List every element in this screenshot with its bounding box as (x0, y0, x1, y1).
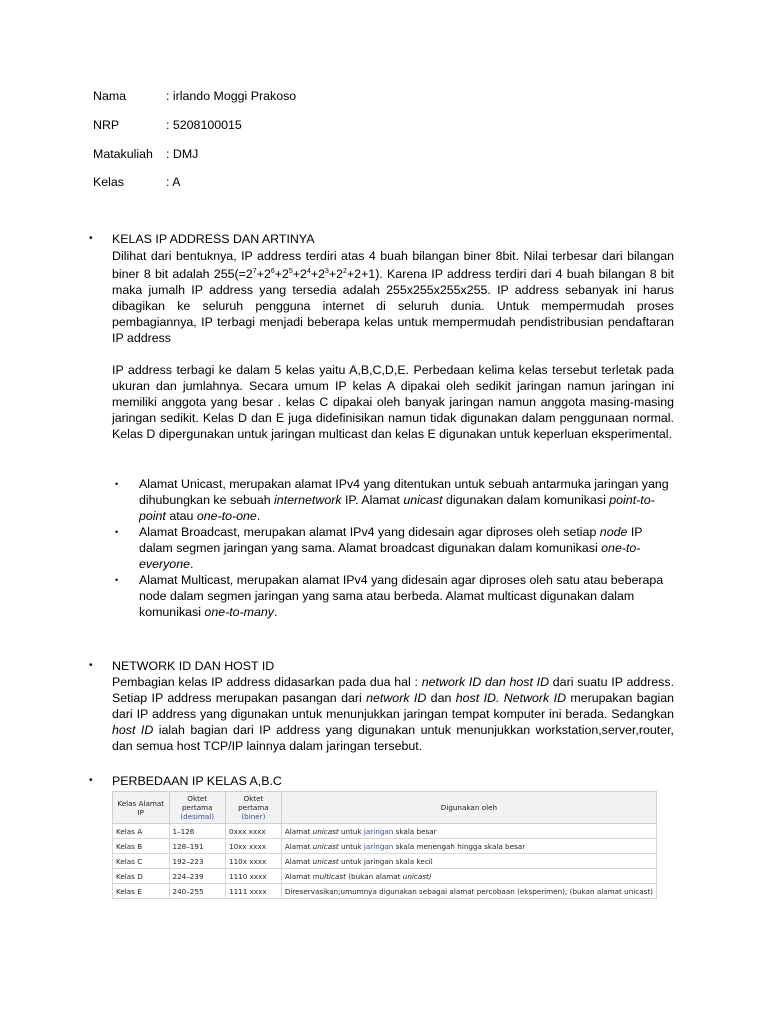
table-row (113, 869, 657, 884)
ip-class-table (112, 791, 657, 899)
bullet-icon: • (115, 575, 119, 585)
table-row (113, 839, 657, 854)
table-cell-biner: 1111 xxxx (226, 884, 282, 899)
paragraph-network-host-id: Pembagian kelas IP address didasarkan pada dua hal : network ID dan host ID dari suatu IP address. Setiap IP address merupakan pasangan dari network ID dan host ID. Network ID merupakan bagian dari IP address yang digunakan untuk menunjukkan jaringan tempat komputer ini berada. Sedangkan host ID ialah bagian dari IP address yang digunakan untuk menunjukkan workstation,server,router, dan semua host TCP/IP lainnya dalam jaringan tersebut. (112, 675, 675, 753)
list-item-unicast: • Alamat Unicast, merupakan alamat IPv4 yang ditentukan untuk sebuah antarmuka jaringan yang dihubungkan ke sebuah internetwork IP. Alamat unicast digunakan dalam komunikasi point-to-point atau one-to-one. (115, 477, 669, 523)
table-row (113, 824, 657, 839)
info-label: NRP (93, 118, 120, 132)
table-cell-usage: Alamat unicast untuk jaringan skala besar (281, 824, 656, 839)
bullet-icon: • (115, 479, 119, 489)
info-value: : 5208100015 (166, 118, 242, 132)
bullet-icon: • (89, 775, 93, 786)
table-cell-kelas: Kelas B (113, 839, 170, 854)
table-cell-kelas: Kelas D (113, 869, 170, 884)
jaringan-link[interactable]: jaringan (363, 841, 394, 851)
address-type-list (112, 476, 672, 620)
table-cell-biner: 110x xxxx (226, 854, 282, 869)
bullet-icon: • (89, 233, 93, 244)
table-cell-usage: Alamat unicast untuk jaringan skala menengah hingga skala besar (281, 839, 656, 854)
info-value: : DMJ (166, 147, 199, 161)
info-value: : A (166, 175, 181, 189)
table-header-biner: Oktet pertama (biner) (226, 792, 282, 824)
bullet-icon: • (89, 660, 93, 671)
table-cell-biner: 1110 xxxx (226, 869, 282, 884)
list-item-multicast: • Alamat Multicast, merupakan alamat IPv4 yang didesain agar diproses oleh satu atau beberapa node dalam segmen jaringan yang sama atau berbeda. Alamat multicast digunakan dalam komunikasi one-to-many. (115, 573, 664, 619)
table-header-kelas: Kelas Alamat IP (113, 792, 170, 824)
info-label: Matakuliah (93, 147, 153, 161)
table-cell-desimal: 1–126 (169, 824, 226, 839)
list-item-broadcast: • Alamat Broadcast, merupakan alamat IPv4 yang didesain agar diproses oleh setiap node IP dalam segmen jaringan yang sama. Alamat broadcast digunakan dalam komunikasi one-to-everyone. (115, 525, 643, 571)
table-cell-kelas: Kelas A (113, 824, 170, 839)
table-row (113, 884, 657, 899)
table-cell-desimal: 224–239 (169, 869, 226, 884)
table-cell-biner: 0xxx xxxx (226, 824, 282, 839)
info-label: Nama (93, 89, 127, 103)
bullet-icon: • (115, 527, 119, 537)
table-cell-kelas: Kelas C (113, 854, 170, 869)
table-header-digunakan: Digunakan oleh (281, 792, 656, 824)
table-cell-kelas: Kelas E (113, 884, 170, 899)
paragraph-bentuk-ip: Dilihat dari bentuknya, IP address terdiri atas 4 buah bilangan biner 8bit. Nilai terbesar dari bilangan biner 8 bit adalah $255(=2^7+2^6+2^5+2^4+2^3+2^2+2+1)$. Karena IP address terdiri dari 4 buah bilangan 8 bit maka jumalh IP address yang tersedia adalah 255x255x255x255. IP address sebanyak ini harus dibagikan ke seluruh pengguna internet di seluruh dunia. Untuk mempermudah proses pembagiannya, IP terbagi menjadi beberapa kelas untuk mempermudah pendistribusian pendaftaran IP address (112, 249, 675, 346)
table-cell-desimal: 128–191 (169, 839, 226, 854)
paragraph-kelas-abcde: IP address terbagi ke dalam 5 kelas yaitu A,B,C,D,E. Perbedaan kelima kelas tersebut terletak pada ukuran dan jumlahnya. Secara umum IP kelas A dipakai oleh sedikit jaringan namun jaringan ini memiliki anggota yang besar . kelas C dipakai oleh banyak jaringan namun anggota masing-masing jaringan sedikit. Kelas D dan E juga didefinisikan namun tidak digunakan dalam penggunaan normal. Kelas D dipergunakan untuk jaringan multicast dan kelas E digunakan untuk keperluan eksperimental. (112, 363, 674, 441)
info-label: Kelas (93, 175, 124, 189)
section-heading-perbedaan-kelas: PERBEDAAN IP KELAS A,B.C (112, 774, 282, 788)
table-header-desimal: Oktet pertama (desimal) (169, 792, 226, 824)
section-heading-kelas-ip: KELAS IP ADDRESS DAN ARTINYA (112, 232, 315, 246)
table-cell-desimal: 192–223 (169, 854, 226, 869)
table-cell-usage: Alamat unicast untuk jaringan skala kecil (281, 854, 656, 869)
table-header-row (113, 792, 657, 824)
table-cell-usage: Direservasikan;umumnya digunakan sebagai alamat percobaan (eksperimen); (bukan alamat unicast) (281, 884, 656, 899)
section-heading-network-id: NETWORK ID DAN HOST ID (112, 659, 275, 673)
info-value: : irlando Moggi Prakoso (166, 89, 297, 103)
table-cell-desimal: 240–255 (169, 884, 226, 899)
jaringan-link[interactable]: jaringan (363, 826, 394, 836)
table-cell-usage: Alamat multicast (bukan alamat unicast) (281, 869, 656, 884)
table-row (113, 854, 657, 869)
table-cell-biner: 10xx xxxx (226, 839, 282, 854)
